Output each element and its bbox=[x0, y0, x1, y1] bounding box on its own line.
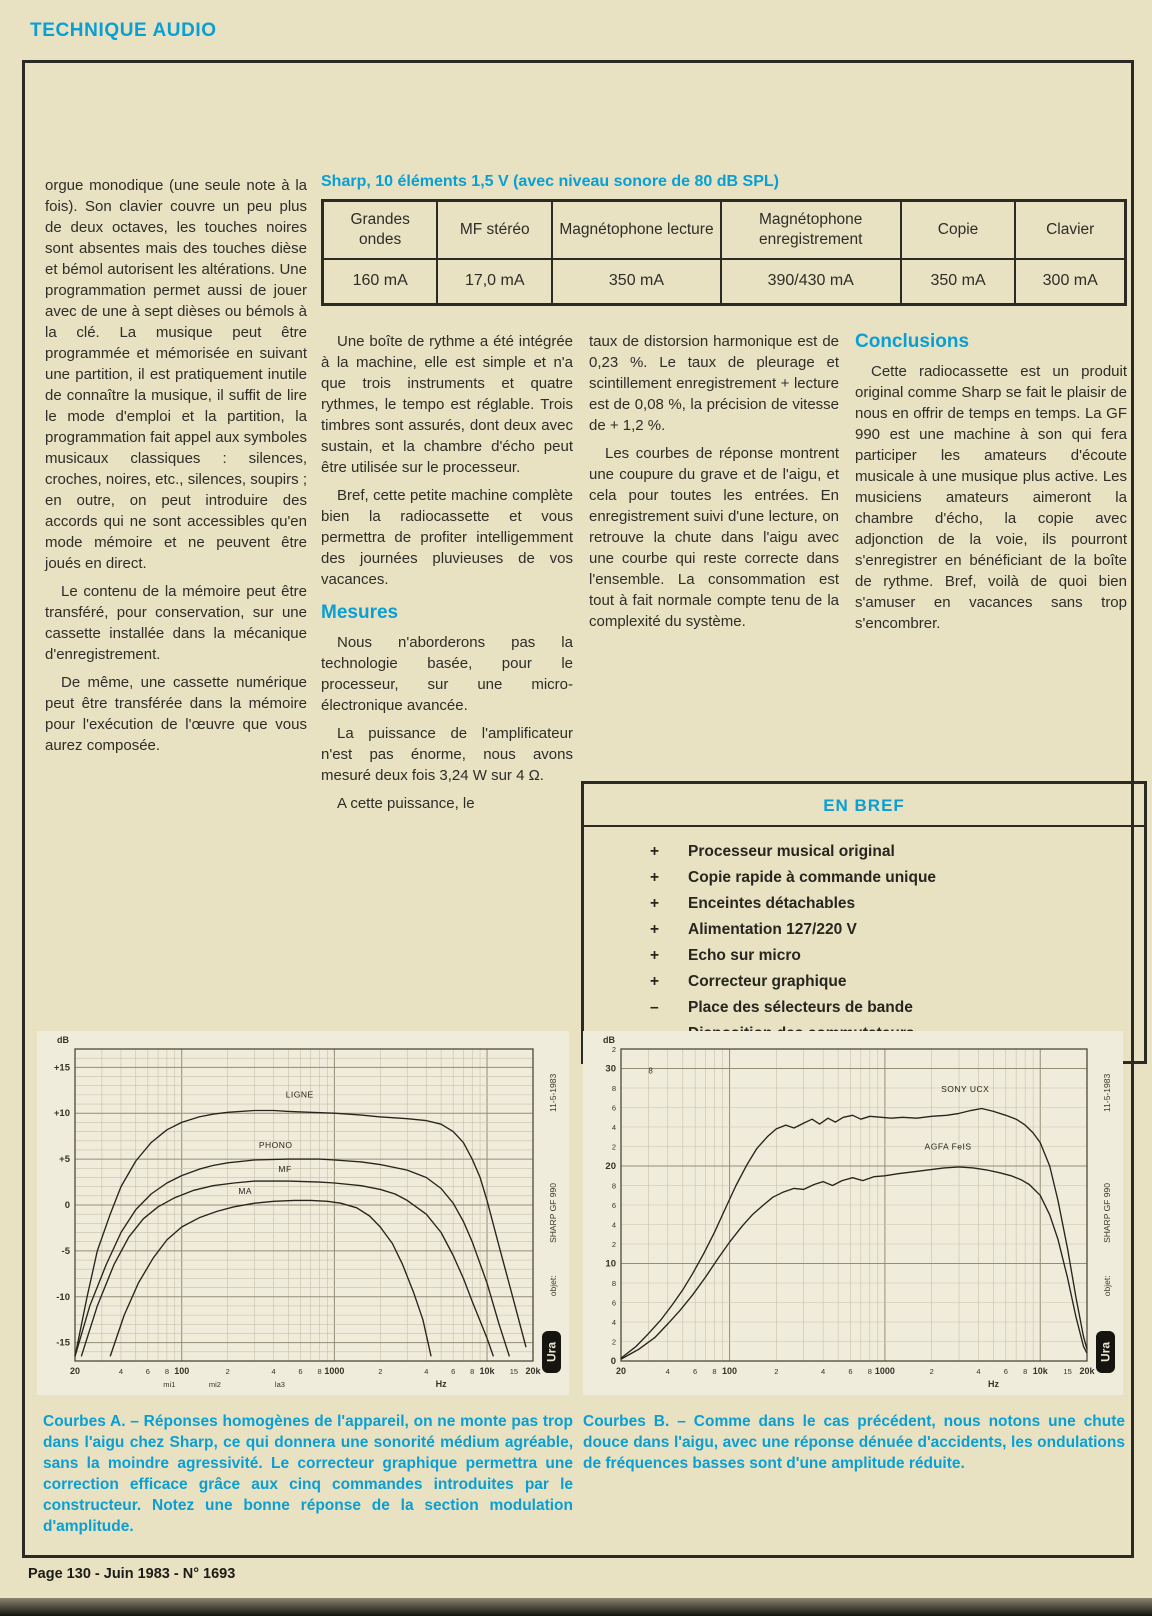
svg-text:8: 8 bbox=[164, 1367, 170, 1376]
svg-text:mi2: mi2 bbox=[208, 1380, 221, 1389]
list-item bbox=[600, 839, 1128, 865]
scan-edge bbox=[0, 1598, 1152, 1616]
list-item-text: Processeur musical original bbox=[688, 843, 895, 860]
table-header-cell: Magnétophone enregistrement bbox=[721, 201, 901, 259]
svg-text:2: 2 bbox=[611, 1240, 616, 1249]
svg-text:2: 2 bbox=[611, 1142, 616, 1152]
svg-text:MF: MF bbox=[278, 1163, 292, 1174]
left-text-column bbox=[45, 175, 307, 763]
table-header-cell: MF stéréo bbox=[437, 201, 552, 259]
list-item-text: Echo sur micro bbox=[688, 947, 801, 964]
list-item bbox=[600, 943, 1128, 969]
svg-text:AGFA FeIS: AGFA FeIS bbox=[924, 1141, 972, 1152]
paragraph: Bref, cette petite machine complète bien la radiocassette et vous permettra de profiter intelligemment des journées pluvieuses de vos vacances. bbox=[321, 487, 573, 588]
svg-text:4: 4 bbox=[821, 1367, 826, 1376]
svg-text:4: 4 bbox=[271, 1367, 276, 1376]
paragraph: Une boîte de rythme a été intégrée à la machine, elle est simple et n'a que trois instruments et quatre rythmes, le tempo est réglable. Trois timbres sont assurés, dont deux avec sustain, et la chambre d'écho peut être utilisée sur le processeur. bbox=[321, 333, 573, 476]
svg-text:10: 10 bbox=[605, 1258, 616, 1270]
list-item-sign: + bbox=[650, 843, 660, 860]
svg-text:SHARP GF 990: SHARP GF 990 bbox=[548, 1183, 558, 1243]
svg-text:10k: 10k bbox=[1032, 1366, 1048, 1376]
divider bbox=[584, 825, 1144, 827]
list-item-text: Copie rapide à commande unique bbox=[688, 869, 937, 886]
page-footer: Page 130 - Juin 1983 - N° 1693 bbox=[28, 1566, 236, 1582]
svg-text:4: 4 bbox=[976, 1367, 981, 1376]
svg-text:10k: 10k bbox=[479, 1366, 495, 1376]
svg-text:6: 6 bbox=[298, 1367, 303, 1376]
svg-text:Hz: Hz bbox=[435, 1379, 447, 1389]
list-item-sign: + bbox=[650, 947, 660, 964]
paragraph: Cette radiocassette est un produit original comme Sharp se fait le plaisir de nous en offrir de temps en temps. La GF 990 est une machine à son qui fera participer les amateurs d'écoute musicale à une musique plus active. Les musiciens amateurs aimeront la chambre d'écho, la copie avec adjonction de la voie, ils pourront s'enregistrer en bénéficiant de la boîte de rythme. Bref, voilà de quoi bien s'amuser en vacances sans trop s'encombrer. bbox=[855, 363, 1127, 632]
en-bref-box bbox=[581, 781, 1147, 1064]
svg-text:6: 6 bbox=[693, 1367, 698, 1376]
svg-text:MA: MA bbox=[238, 1185, 253, 1196]
svg-text:20: 20 bbox=[605, 1161, 616, 1172]
paragraph: orgue monodique (une seule note à la fois). Son clavier couvre un peu plus de deux octaves, les touches noires sont absentes mais des touches dièse et bémol autorisent les altérations. Une programmation permet aussi de jouer avec de une à sept dièses ou bémols à la clé. La musique peut être programmée et mémorisée en suivant une partition, il est pratiquement inutile de connaître la musique, il suffit de lire le mode d'emploi et la partition, la programmation fait appel aux symboles musicaux classiques : silences, croches, noires, etc., silences, soupirs ; en outre, on peut introduire des accords qui ne sont accessibles qu'en mode mémoire et ne peuvent être joués en direct. bbox=[45, 177, 307, 572]
svg-text:objet:: objet: bbox=[548, 1275, 558, 1297]
svg-text:objet:: objet: bbox=[1102, 1275, 1112, 1297]
list-item-sign: + bbox=[650, 895, 660, 912]
table-value-row bbox=[323, 259, 1126, 305]
svg-text:8: 8 bbox=[611, 1084, 616, 1093]
svg-text:4: 4 bbox=[611, 1220, 616, 1230]
en-bref-list bbox=[600, 839, 1128, 1047]
svg-text:+15: +15 bbox=[53, 1062, 70, 1074]
svg-text:1000: 1000 bbox=[324, 1366, 345, 1376]
svg-text:8: 8 bbox=[1023, 1367, 1028, 1376]
svg-text:SHARP GF 990: SHARP GF 990 bbox=[1102, 1183, 1112, 1243]
paragraph: Nous n'aborderons pas la technologie basée, pour le processeur, sur une micro-électronique avancée. bbox=[321, 634, 573, 714]
list-item bbox=[600, 995, 1128, 1021]
table-value-cell: 350 mA bbox=[552, 259, 721, 305]
table-title: Sharp, 10 éléments 1,5 V (avec niveau sonore de 80 dB SPL) bbox=[321, 173, 779, 190]
svg-text:dB: dB bbox=[603, 1035, 615, 1045]
svg-text:30: 30 bbox=[605, 1063, 616, 1075]
list-item-sign: + bbox=[650, 869, 660, 886]
svg-text:6: 6 bbox=[145, 1367, 150, 1376]
svg-text:Hz: Hz bbox=[987, 1379, 999, 1389]
consumption-table bbox=[321, 199, 1127, 306]
list-item bbox=[600, 865, 1128, 891]
svg-text:la3: la3 bbox=[274, 1380, 285, 1389]
svg-text:4: 4 bbox=[118, 1367, 124, 1376]
svg-text:4: 4 bbox=[611, 1318, 616, 1327]
list-item-text: Enceintes détachables bbox=[688, 895, 856, 912]
svg-text:2: 2 bbox=[225, 1367, 230, 1376]
consumption-table-block bbox=[321, 173, 1127, 306]
section-heading-conclusions: Conclusions bbox=[855, 331, 970, 352]
section-heading-mesures: Mesures bbox=[321, 602, 399, 623]
svg-text:8: 8 bbox=[867, 1367, 872, 1376]
svg-text:20k: 20k bbox=[1079, 1366, 1095, 1376]
svg-text:SONY UCX: SONY UCX bbox=[941, 1083, 990, 1094]
frequency-response-chart-b bbox=[583, 1031, 1123, 1395]
svg-text:LIGNE: LIGNE bbox=[285, 1089, 314, 1100]
caption-courbes-b: Courbes B. – Comme dans le cas précédent, nous notons une chute douce dans l'aigu, avec une réponse dénuée d'accidents, les ondulations de fréquences basses sont d'une amplitude réduite. bbox=[583, 1413, 1125, 1472]
paragraph: Le contenu de la mémoire peut être transféré, pour conservation, sur une cassette installée dans la mécanique d'enregistrement. bbox=[45, 583, 307, 663]
svg-text:2: 2 bbox=[929, 1367, 934, 1376]
svg-text:-15: -15 bbox=[56, 1337, 70, 1349]
svg-text:8: 8 bbox=[611, 1279, 616, 1288]
page-frame bbox=[22, 60, 1134, 1558]
svg-text:2: 2 bbox=[774, 1367, 779, 1376]
svg-text:11-5-1983: 11-5-1983 bbox=[1102, 1073, 1112, 1112]
svg-text:6: 6 bbox=[1003, 1367, 1008, 1376]
caption-courbes-a: Courbes A. – Réponses homogènes de l'appareil, on ne monte pas trop dans l'aigu chez Sharp, ce qui donnera une sonorité médium agréable, sans la moindre agressivité. Le correcteur graphique permettra une correction efficace grâce aux cinq commandes introduites par le constructeur. Notez une bonne réponse de la section modulation d'amplitude. bbox=[43, 1413, 573, 1535]
en-bref-title: EN BREF bbox=[823, 796, 905, 815]
svg-text:11-5-1983: 11-5-1983 bbox=[548, 1073, 558, 1112]
svg-text:+5: +5 bbox=[59, 1154, 70, 1166]
paragraph: La puissance de l'amplificateur n'est pas énorme, nous avons mesuré deux fois 3,24 W sur 4 Ω. bbox=[321, 725, 573, 784]
svg-text:-10: -10 bbox=[56, 1291, 70, 1303]
svg-text:4: 4 bbox=[611, 1123, 616, 1132]
list-item bbox=[600, 917, 1128, 943]
svg-text:dB: dB bbox=[57, 1035, 69, 1045]
svg-text:1000: 1000 bbox=[874, 1366, 895, 1376]
list-item-sign: + bbox=[650, 973, 660, 990]
table-header-cell: Magnétophone lecture bbox=[552, 201, 721, 259]
svg-text:4: 4 bbox=[424, 1367, 429, 1376]
svg-text:2: 2 bbox=[378, 1367, 383, 1376]
svg-text:100: 100 bbox=[722, 1366, 738, 1376]
section-title: TECHNIQUE AUDIO bbox=[30, 20, 217, 41]
table-value-cell: 160 mA bbox=[323, 259, 438, 305]
frequency-response-chart-a bbox=[37, 1031, 569, 1395]
list-item-text: Alimentation 127/220 V bbox=[688, 921, 857, 938]
svg-text:20k: 20k bbox=[525, 1366, 541, 1376]
text-column-2 bbox=[589, 331, 839, 639]
svg-text:20: 20 bbox=[615, 1366, 627, 1376]
table-value-cell: 17,0 mA bbox=[437, 259, 552, 305]
svg-text:15: 15 bbox=[509, 1367, 519, 1376]
svg-text:6: 6 bbox=[848, 1367, 853, 1376]
svg-text:8: 8 bbox=[712, 1367, 717, 1376]
paragraph: taux de distorsion harmonique est de 0,23 %. Le taux de pleurage et scintillement enregistrement + lecture est de 0,08 %, la précision de vitesse de + 1,2 %. bbox=[589, 333, 839, 434]
svg-text:6: 6 bbox=[451, 1367, 456, 1376]
svg-text:mi1: mi1 bbox=[163, 1380, 176, 1389]
text-column-3 bbox=[855, 331, 1127, 641]
table-header-cell: Clavier bbox=[1015, 201, 1125, 259]
list-item-text: Correcteur graphique bbox=[688, 973, 847, 990]
svg-text:20: 20 bbox=[69, 1366, 81, 1376]
svg-text:PHONO: PHONO bbox=[258, 1140, 293, 1151]
table-header-cell: Grandes ondes bbox=[323, 201, 438, 259]
svg-text:0: 0 bbox=[64, 1200, 70, 1211]
svg-text:8: 8 bbox=[611, 1181, 616, 1191]
svg-text:6: 6 bbox=[611, 1201, 616, 1210]
svg-text:2: 2 bbox=[611, 1337, 616, 1347]
svg-text:2: 2 bbox=[611, 1045, 616, 1054]
svg-text:4: 4 bbox=[665, 1367, 670, 1376]
list-item-sign: – bbox=[650, 999, 659, 1016]
svg-text:6: 6 bbox=[611, 1298, 616, 1308]
svg-text:0: 0 bbox=[610, 1356, 616, 1367]
svg-text:Ura: Ura bbox=[1098, 1341, 1113, 1363]
table-header-row bbox=[323, 201, 1126, 259]
svg-text:8: 8 bbox=[317, 1367, 322, 1376]
paragraph: Les courbes de réponse montrent une coupure du grave et de l'aigu, et cela pour toutes les entrées. En enregistrement suivi d'une lecture, on retrouve la chute dans l'aigu avec une courbe qui reste correcte dans l'ensemble. La consommation est tout à fait normale compte tenu de la complexité du système. bbox=[589, 445, 839, 630]
svg-text:8: 8 bbox=[648, 1066, 653, 1076]
paragraph: A cette puissance, le bbox=[337, 795, 475, 812]
text-column-1 bbox=[321, 331, 573, 821]
svg-text:Ura: Ura bbox=[544, 1341, 559, 1363]
svg-text:8: 8 bbox=[470, 1367, 475, 1376]
svg-text:15: 15 bbox=[1063, 1367, 1072, 1376]
svg-text:100: 100 bbox=[174, 1366, 190, 1376]
list-item-text: Place des sélecteurs de bande bbox=[688, 999, 913, 1016]
list-item bbox=[600, 891, 1128, 917]
table-value-cell: 300 mA bbox=[1015, 259, 1125, 305]
list-item bbox=[600, 969, 1128, 995]
paragraph: De même, une cassette numérique peut être transférée dans la mémoire pour l'exécution de l'œuvre que vous aurez composée. bbox=[45, 674, 307, 754]
list-item-sign: + bbox=[650, 921, 660, 938]
svg-text:-5: -5 bbox=[61, 1245, 70, 1257]
svg-text:6: 6 bbox=[611, 1103, 616, 1113]
svg-text:+10: +10 bbox=[53, 1108, 70, 1120]
table-header-cell: Copie bbox=[901, 201, 1016, 259]
table-value-cell: 390/430 mA bbox=[721, 259, 901, 305]
table-value-cell: 350 mA bbox=[901, 259, 1016, 305]
